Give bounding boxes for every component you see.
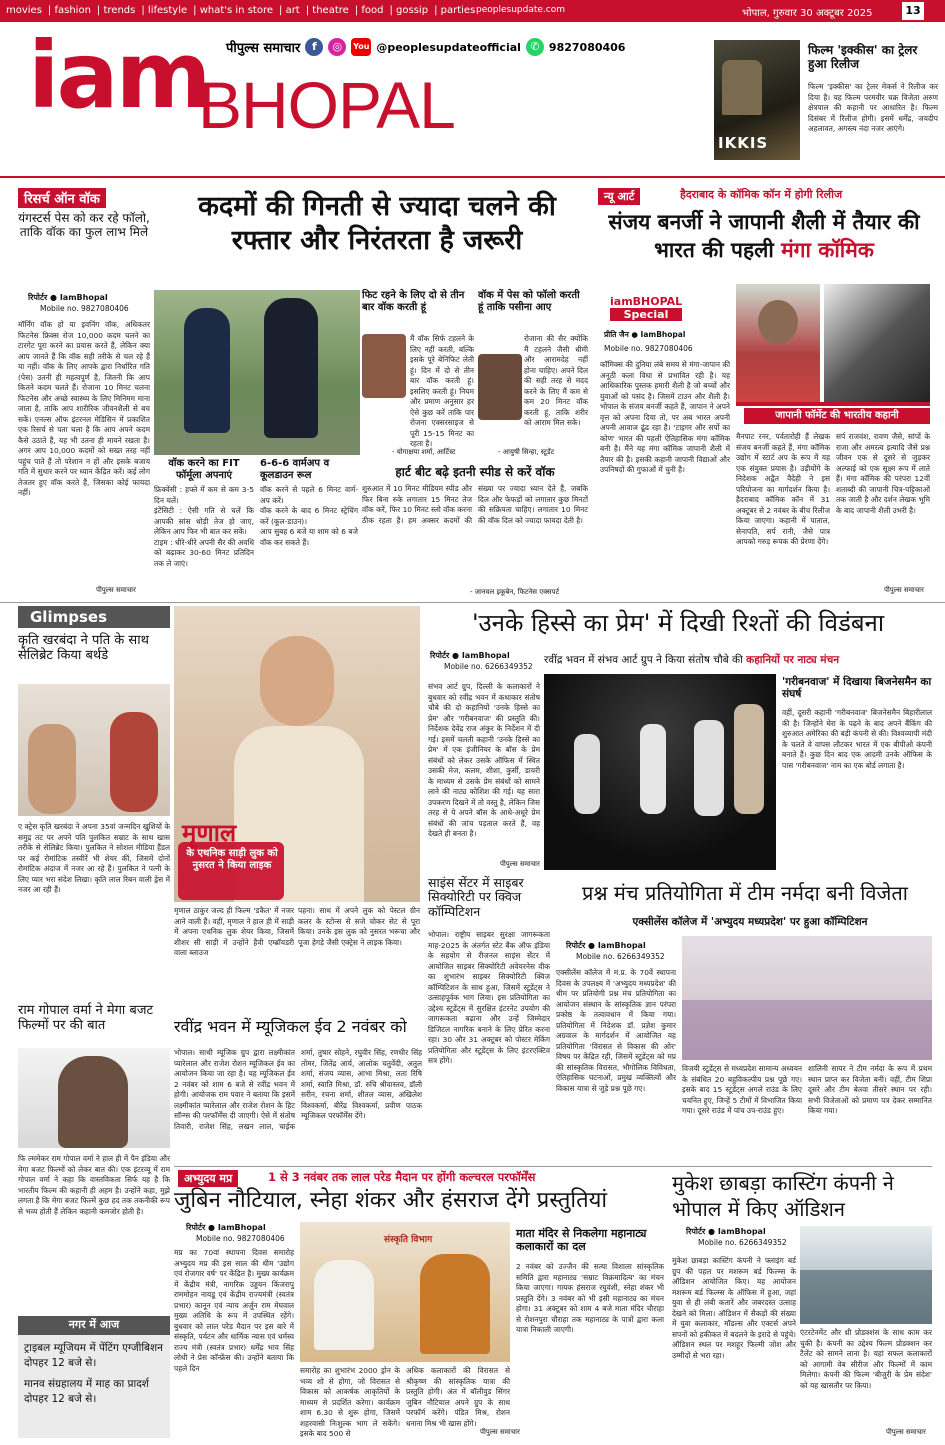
manga-kicker-line: हैदराबाद के कॉमिक कॉन में होगी रिलीज [680,188,843,201]
manga-body: कॉमिक्स की दुनिया लंबे समय से मंगा-जापान की अनूठी कला विधा से प्रभावित रही है। यह आधिकारिक पुस्तक हमारी शैली है जो बच्चों और युवाओं को पसंद है। जिसमें टाउन और शैली है। भोपाल के संजय बनर्जी कहते हैं, जापान ने अपने वृत्त को अपना दिया तो, पर अब भारत अपनी अपनी आवाज ढूंढ रहा है। 'टाइगर और सर्पो का कोण' भारत की पहली ऐतिहासिक मंगा कॉमिक बनी है। मैंने यह मंगा कॉमिक जापानी शैली में तैयार की है। इसकी कहानी जापानी विद्याओं और उपनिषदों की गुफाओं में चुनी है। [600,360,730,475]
mrunal-tag: के एथनिक साड़ी लुक को नुसरत ने किया लाइक [186,848,278,871]
nav-item[interactable]: lifestyle [147,5,188,16]
quote2-title: वॉक में पेस को फॉलो करती हूं ताकि पसीना आए [478,290,580,313]
photo-banner: संस्कृति विभाग [384,1235,433,1245]
manga-mobile: Mobile no. 9827080406 [604,344,693,353]
theatre-side-title: 'गरीबनवाज' में दिखाया बिजनेसमैन का संघर्ष [782,676,932,701]
quote1-photo [362,334,406,398]
poster-figure [722,60,762,115]
top-bar [0,0,945,22]
ikkis-body: फिल्म 'इक्कीस' का ट्रेलर मेकर्स ने रिलीज कर दिया है। यह फिल्म परमवीर चक्र विजेता अरुण क्षेत्रपाल की कहानी पर आधारित है। फिल्म दिसंबर में रिलीज होगी। इसमें धर्मेंद्र, जयदीप अहलावत, अगस्त्य नंदा नजर आएंगे। [808,82,938,134]
artist-photo [736,284,820,402]
nav-item[interactable]: trends [103,5,136,16]
rgv-body: फि ल्ममेकर राम गोपाल वर्मा ने हाल ही में पैन इंडिया और मेगा बजट फिल्मों को लेकर बात की। एक इंटरव्यू में राम गोपाल वर्मा ने कहा कि वास्तविकता सिर्फ यह है कि भारतीय फिल्म की कहानी ही अहम है। उन्होंने कहा, मुझे लगता है कि मेगा बजट फिल्में कुछ हद तक तकनीकी रूप से भव्य होती हैं लेकिन कहानी कमजोर होती है। [18,1154,170,1216]
divider [174,1166,932,1167]
mata-title: माता मंदिर से निकलेगा महानाट्य कलाकारों का दल [516,1227,647,1253]
theatre-strap [544,654,932,666]
six-item: वॉक करने के बाद 6 मिनट स्ट्रेचिंग करें (कूल-डाउन)। [260,506,358,526]
six-rule-box [260,458,358,600]
nav-item[interactable]: parties [440,5,476,16]
phone-number: 9827080406 [548,40,626,54]
poster-title: IKKIS [718,134,769,152]
artist-face [758,300,798,344]
rgv-headline: राम गोपाल वर्मा ने मेगा बजट फिल्मों पर की बात [18,1003,154,1033]
walk-body: मॉर्निंग वॉक हो या इवनिंग वॉक, अधिकतर फिटनेस फ्रिक्स रोज 10,000 कदम चलने का टारगेट पूरा करने का प्रयास करते हैं, लेकिन क्या आप जानते हैं कि वॉक सही तरीके से चल रहे हैं या नहीं। वॉक के लिए आपके द्वारा निर्धारित गति (पेस) उतनी ही महत्वपूर्ण है, जितनी कि आप कितने कदम चलते हैं। रोजाना 10 मिनट चलना फिटनेस और अच्छे स्वास्थ्य के लिए मिनिमम माना जाता है, ताकि आप शारीरिक जीवनशैली से बच सकें। एनल्स ऑफ इंटरनल मेडिसिन में प्रकाशित एक रिसर्च से पता चला है कि आप अपने कदम कैसे उठाते हैं, यह भी उतना ही मायने रखता है। अगर आप 10,000 कदमों को सख्त तरह नहीं पहुंच पाते हैं तो परेशान न हों और इसके बजाय गति में सुधार करने पर ध्यान केंद्रित करें। कई लोग तेजतर हुए वॉक करते हैं, जिसका कोई फायदा नहीं। [18,320,150,498]
actor-3 [694,720,724,816]
kriti-body: ए क्ट्रेस कृति खरबंदा ने अपना 35वां जन्मदिन खुशियों के समुद्र तट पर अपने पति पुलकित सम्राट के साथ खास तरीके से सेलिब्रेट किया। पुलकित ने सोशल मीडिया हैंडल पर कई रोमांटिक तस्वीरें भी शेयर कीं, जिसमें दोनों रोमांटिक अंदाज में नजर आ रहे हैं। पुलकित ने पत्नी के लिए प्यार भरा संदेश लिखा। कृति लाल रिबन वाली ड्रेस में नजर आ रही हैं। [18,822,170,895]
musical-body: भोपाल। साथी म्यूजिक ग्रुप द्वारा लक्ष्मीकांत प्यारेलाल और राजेश रोशन म्यूजिकल ईव का आयोजन किया जा रहा है। यह म्यूजिकल ईव 2 नवंबर को शाम 6 बजे से रवींद्र भवन में होगी। आयोजक राम पवार ने बताया कि इसमें लक्ष्मीकांत प्यारेलाल और राजेश रोशन के हिट सॉन्ग्स की परफॉर्मेंस दी जाएगी। ऐसे में संतोष तिवारी, राजेश सिंह, लखन लाल, चाईक शर्मा, तुषार सोहने, रघुवीर सिंह, रणधीर सिंह तोमर, जितेंद्र आर्य, आलोक चतुर्वेदी, अतुल शर्मा, संजय व्यास, आभा मिश्रा, लता रिषि शर्मा, स्वाति मिश्रा, डॉ. रुचि श्रीवास्तव, डॉली सरीन, रचना शर्मा, शीतल व्यास, अखिलेश विश्वकर्मा, बीरेंद्र विश्वकर्मा, प्रवीण पाठक म्यूजिकल परफॉर्मेंस देंगे। [174,1048,422,1131]
walk-subhead: यंगस्टर्स पेस को कर रहे फॉलो, ताकि वॉक का फुल लाभ मिले [18,211,150,239]
walk-mobile: Mobile no. 9827080406 [40,304,129,313]
section-nav: movies | fashion | trends | lifestyle | what's in store | art | theatre | food | gossip | parties [6,5,476,16]
fit-title: वॉक करने का FIT फॉर्मूला अपनाएं [168,458,240,481]
quiz-body2: विजयी स्टूडेंट्स से मध्यप्रदेश सामान्य अध्ययन के संबंधित 20 बहुविकल्पीय प्रश्न पूछे गए। इसके बाद 15 स्टूडेंट्स अगले राउंड के लिए चयनित हुए, जिन्हें 5 टीमों में विभाजित किया गया। दूसरे राउंड में पांच उप-राउंड हुए। [682,1064,802,1116]
mrunal-caption-1: मृणाल ठाकुर जल्द ही फिल्म 'डकैत' में नजर आने वाली हैं। वहीं, मृणाल ने हाल ही में साड़ी में अपना एथनिक लुक शेयर किया, जिसमें शीशर सी साड़ी में उन्होंने हैवी एम्ब्रॉयडरी वाला ब्लाउज [174,906,294,958]
walk-kicker: रिसर्च ऑन वॉक [18,188,106,208]
manga-kicker: न्यू आर्ट [598,188,640,205]
quiz-mobile: Mobile no. 6266349352 [576,952,665,961]
six-title: 6-6-6 वार्मअप व कूलडाउन रूल [260,458,330,481]
quiz-group [682,1000,932,1060]
quiz-reporter: रिपोर्टर ● IamBhopal [566,941,646,950]
masthead-iam: iam [28,22,209,129]
quote1-body: मैं वॉक सिर्फ टहलने के लिए नहीं करती, बल्कि इसके पूरे बेनिफिट लेती हूं। दिन में दो से तीन बार वॉक करती हूं। इसलिए करती हूं। नियम और प्रमाण अनुसार हर ऐसे कुछ करें ताकि पार रोजना एक्सरसाइज से पूरी 15-15 मिनट का रहता है। [410,334,474,449]
quote2-body: रोजाना की सैर क्योंकि मैं टहलने जैसी धीमी और आरामदेह नहीं होना चाहिए। अपने दिल की सही तरह से मदद करने के लिए मैं कम से कम 20 मिनट वॉक करती हूं, ताकि शरीर को आराम मिल सके। [524,334,588,428]
divider [0,602,945,603]
casting-reporter: रिपोर्टर ● IamBhopal [686,1227,766,1236]
youtube-icon[interactable]: You [351,38,371,56]
paper-name: पीपुल्स समाचार [226,41,301,56]
whatsapp-icon[interactable]: ✆ [526,38,544,56]
fit-box [154,458,254,600]
actor-2 [640,724,666,814]
casting-headline: मुकेश छाबड़ा कास्टिंग कंपनी ने भोपाल में किए ऑडिशन [672,1171,894,1221]
abhyuday-body: मप्र का 70वां स्थापना दिवस समारोह अभ्युदय मप्र की इस साल की थीम 'उद्योग एवं रोजगार वर्ष' पर केंद्रित है। मुख्य कार्यक्रम में केंद्रीय मंत्री, नागरिक उड्डयन किंजरापु राममोहन नायडू एवं केंद्रीय राज्यमंत्री (स्वतंत्र प्रभार) कानून एवं न्याय अर्जुन राम मेघवाल मुख्य अतिथि के रूप में उपस्थित रहेंगे। बुधवार को लाल परेड मैदान पर इस बारे में संस्कृति, पर्यटन और धार्मिक न्यास एवं धर्मस्व राज्य मंत्री (स्वतंत्र प्रभार) धर्मेंद्र भाव सिंह लोधी ने प्रेस कॉन्फ्रेंस की। उन्होंने बताया कि पहले दिन [174,1248,294,1373]
mrunal-face [260,636,334,726]
quiz-strap: एक्सीलेंस कॉलेज में 'अभ्युदय मध्यप्रदेश' पर हुआ कॉम्पिटिशन [632,916,868,928]
abhyuday-body3: अधिक कलाकारों की विरासत से श्रीकृष्ण की सांस्कृतिक यात्रा की प्रस्तुति होगी। अंत में बॉलीवुड सिंगर जुबिन नौटियाल अपने ग्रुप के साथ परफॉर्म करेंगे। पंडित मिश्र, रोशन धनाना मिश्र भी खास होंगे। [406,1366,510,1428]
manga-red-label: जापानी फॉर्मेट की भारतीय कहानी [744,408,930,424]
quote1-name: - योगाक्षया शर्मा, आर्टिस्ट [392,448,456,456]
page-number: 13 [902,2,924,20]
masthead-city: BHOPAL [198,68,455,142]
abhyuday-reporter: रिपोर्टर ● IamBhopal [186,1223,266,1232]
walk-photo [154,290,360,455]
casting-body2: एंटरटेनमेंट और थ्री प्रोडक्शंस के साथ काम कर चुकी है। कंपनी का उद्देश्य फिल्म प्रोडक्शन कर टैलेंट को सामने लाना है। यहां सफल कलाकारों को आगामी वेब सीरीज और फिल्मों में काम मिलेगा। कंपनी की फिल्म 'बीजुरी के प्रेम संदेश' को यह खासतौर पर किया। [800,1328,932,1390]
manga-body2: मैनपाट रनर, पर्वतारोही हैं लेखक संजय बनर्जी कहते हैं, मंगा कॉमिक उद्योग में स्टार्ट अप के रूप में यह एक संयुक्त प्रयास है। उड़ीयोंगे के निदेशक अद्वैत वैदेही ने इस परियोजना का मार्गदर्शन किया है। हैदराबाद कॉमिक कॉन में 31 अक्टूबर से 2 नवंबर के बीच रिलीज किया जाएगा। कहानी में पाताल, सेनापति, सर्प रानी, जैसे पात्र आपको गरुड़ रूपक की प्रेरणा देंगे। [736,432,830,547]
fit-item: इंटेंसिटी : ऐसी गति से चलें कि आपकी सांस थोड़ी तेज हो जाए, लेकिन आप फिर भी बात कर सकें। [154,506,254,537]
nagar-box [18,1316,170,1438]
abhyuday-credit: पीपुल्स समाचार [480,1428,520,1436]
six-item: आप सुबह 6 बजे या शाम को 6 बजे वॉक कर सकते हैं। [260,527,358,547]
fit-item: फ्रिक्वेंसी : हफ्ते में कम से कम 3-5 दिन चलें। [154,485,254,505]
nav-item[interactable]: what's in store [199,5,273,16]
quiz-body: एक्सीलेंस कॉलेज में म.प्र. के 70वें स्थापना दिवस के उपलक्ष्य में 'अभ्युदय मध्यप्रदेश' की थीम पर प्रतियोगी प्रश्न मंच प्रतियोगिता का आयोजन संस्थान के सांस्कृतिक ज्ञान परंपरा प्रकोष्ठ के तत्वावधान में किया गया। प्रतियोगिता में निदेशक डॉ. प्रज्ञेश कुमार अग्रवाल के मार्गदर्शन में आयोजित यह प्रतियोगिता 'विरासत से विकास की ओर' विषय पर केंद्रित रही, जिसमें स्टूडेंट्स को मप्र की सांस्कृतिक विरासत, भौगोलिक विविधता, ऐतिहासिक घटनाओं, प्रमुख व्यक्तित्वों और विकास यात्रा से जुड़े प्रश्न पूछे गए। [556,968,676,1093]
walk-credit: पीपुल्स समाचार [96,586,136,594]
ikkis-headline: फिल्म 'इक्कीस' का ट्रेलर हुआ रिलीज [808,43,918,71]
theatre-side-body: वहीं, दूसरी कहानी 'गरीबनवाज' बिजनेसमैन बिहारीलाल की है। जिन्होंने घेरा के पढ़ने के बाद अपने बैंकिंग की शुरुआत अमेरिका की बड़ी कंपनी से की। विश्वव्यापी मंदी के चलते वे वापस लौटकर भारत में एक बीपीओ कंपनी बनाते हैं। कुछ दिन बाद एक आदमी उनके ऑफिस के पास 'गरीबनवाज' नाम का एक बोर्ड लगाता है। [782,708,932,770]
fit-item: टाइम : धीरे-धीरे अपनी सैर की अवधि को बढ़ाकर 30-60 मिनट प्रतिदिन तक ले जाएं। [154,537,254,568]
manga-headline-a: संजय बनर्जी ने जापानी शैली में तैयार की भारत की पहली [608,210,920,263]
walk-headline: कदमों की गिनती से ज्यादा चलने की रफ्तार और निरंतरता है जरूरी [198,191,556,256]
manga-rule [736,402,930,406]
manga-special: Special [610,308,682,321]
nav-item[interactable]: gossip [396,5,429,16]
facebook-icon[interactable]: f [305,38,323,56]
manga-headline [598,208,930,265]
manga-headline-b: मंगा कॉमिक [781,238,874,263]
quiz-photo [682,936,932,1060]
quote2-photo [478,354,522,420]
mrunal-caption-2: पहना। साथ में अपने लुक को पेस्टल ग्रीन कलर के स्टोन्स से सजे चोकर सेट से पूरा किया। उनके इस लुक को नुसरत भरूचा और पूजा हेगड़े जैसी एक्ट्रेस ने लाइक किया। [298,906,420,947]
cyber-headline: साइंस सेंटर में साइबर सिक्योरिटी पर क्विज कॉम्पिटिशन [428,875,524,919]
casting-crowd [800,1270,932,1324]
nav-item[interactable]: movies [6,5,42,16]
actor-1 [574,734,600,814]
abhyuday-kicker-line: 1 से 3 नवंबर तक लाल परेड मैदान पर होंगी कल्चरल परफॉर्मेंस [268,1170,536,1184]
actor-4 [734,704,764,814]
theatre-headline: 'उनके हिस्से का प्रेम' में दिखी रिश्तों की विडंबना [471,609,885,637]
kriti-figure-1 [28,724,76,814]
social-row [226,38,625,56]
manga-reporter: प्रीति जैन ● IamBhopal [604,330,686,339]
theatre-reporter: रिपोर्टर ● IamBhopal [430,651,510,660]
issue-date: भोपाल, गुरुवार 30 अक्टूबर 2025 [742,8,873,19]
kriti-headline: कृति खरबंदा ने पति के साथ सेलिब्रेट किया बर्थडे [18,633,149,663]
theatre-body: संभव आर्ट ग्रुप, दिल्ली के कलाकारों ने बुधवार को रवींद्र भवन में कथाकार संतोष चौबे की दो कहानियों 'उनके हिस्से का प्रेम' और 'गरीबनवाज' की प्रस्तुति की। निर्देशक देवेंद्र राज अंकुर के निर्देशन में दी गई। इसमें चलती कहानी 'उनके हिस्से का प्रेम' में एक इंजीनियर के बॉस के प्रेम संबंधों को लेकर उसके ऑफिस में स्थित उसकी मेज, कलम, शीशा, कुर्सी, डायरी के माध्यम से उसके प्रेम संबंधों को सामने लाने की नाट्य कोशिश की गई। यह सारा उपकरण दिखने में तो वस्तु है, लेकिन जिस तरह से ये अपने बॉस के आधे-अधूरे प्रेम संबंधों की जांच पड़ताल करते हैं, वह देखते ही बनता है। [428,682,540,839]
theatre-strap-b: कहानियों पर नाट्य मंचन [746,654,840,666]
minister-2 [420,1254,490,1354]
nav-item[interactable]: food [361,5,384,16]
abhyuday-photo [300,1222,510,1362]
speed-name: - जानवल इकूबेन, फिटनेस एक्सपर्ट [470,588,560,596]
theatre-strap-a: रवींद्र भवन में संभव आर्ट ग्रुप ने किया संतोष चौबे की [544,654,747,666]
mata-headline [516,1228,664,1253]
quote1-title: फिट रहने के लिए दो से तीन बार वॉक करती हूं [362,290,465,313]
mata-body: 2 नवंबर को उज्जैन की सत्या विशाला सांस्कृतिक समिति द्वारा महानाट्य 'सम्राट विक्रमादित्य' का मंचन किया जाएगा। गायक हंसराज रघुवंशी, स्नेहा शंकर भी प्रस्तुति देंगे। 3 नवंबर को भी इसी महानाट्य का मंचन होगा। 31 अक्टूबर को शाम 4 बजे माता मंदिर चौराहा से रोशनपुरा चौराहा तक महानाट्य के पात्रों द्वारा कला यात्रा निकाली जाएगी। [516,1262,664,1335]
abhyuday-mobile: Mobile no. 9827080406 [196,1234,285,1243]
abhyuday-body2: समारोह का शुभारंभ 2000 ड्रोन के भव्य शो से होगा, जो विरासत से विकास को आकर्षक आकृतियों के माध्यम से प्रदर्शित करेगा। कार्यक्रम शाम 6.30 से शुरू होगा, जिसमें शहरवासी निःशुल्क भाग ले सकेंगे। इसके बाद 500 से [300,1366,400,1438]
kriti-figure-2 [110,712,158,812]
nav-item[interactable]: fashion [54,5,91,16]
rgv-photo [18,1048,170,1148]
theatre-photo [544,674,776,870]
abhyuday-kicker: अभ्युदय मप्र [178,1170,238,1187]
theatre-mobile: Mobile no. 6266349352 [444,662,533,671]
nagar-item: ट्राइबल म्यूजियम में पेंटिंग एग्जीबिशन दोपहर 12 बजे से। [24,1341,164,1369]
masthead-rule [0,176,945,178]
quiz-body3: शालिनी सायर ने टीम नर्मदा के रूप में प्रथम स्थान प्राप्त कर विजेता बनी। वहीं, टीम शिप्रा दूसरे और टीम बेतवा तीसरे स्थान पर रही। सभी विजेताओं को प्रमाण पत्र देकर सम्मानित किया गया। [808,1064,932,1116]
mrunal-name: मृणाल [182,819,237,847]
cyber-body: भोपाल। राष्ट्रीय साइबर सुरक्षा जागरूकता माह-2025 के अंतर्गत स्टेट बैंक ऑफ इंडिया के सहयोग से रीजनल साइंस सेंटर में आयोजित साइबर सिक्योरिटी अवेयरनेस वीक का शुभारंभ साइबर सिक्योरिटी क्विज कॉम्पिटिशन के साथ हुआ, जिसमें स्टूडेंट्स ने उत्साहपूर्वक भाग लिया। इस प्रतियोगिता का उद्देश्य स्टूडेंट्स में सुरक्षित इंटरनेट उपयोग की जागरूकता बढ़ाना और उन्हें जिम्मेदार डिजिटल नागरिक बनाने के लिए प्रेरित करना रहा। 30 और 31 अक्टूबर को पोस्टर मेकिंग प्रतियोगिता और स्टूडेंट्स के लिए इंटरएक्टिव सत्र होंगे। [428,930,550,1066]
ikkis-poster [714,40,800,160]
minister-1 [314,1260,374,1350]
walker-woman [184,308,230,433]
speed-body: शुरुआत में 10 मिनट मीडियम स्पीड और फिर बिना रुके लगातार 15 मिनट तेज वॉक करें, फिर 10 मिनट स्लो वॉक करना ठीक रहता है। हम अक्सर कदमों की संख्या पर ज्यादा ध्यान देते हैं, जबकि दिल और फेफड़ों को लगातार कुछ मिनटों की सक्रियता चाहिए। लगातार 10 मिनट की वॉक दिल को ज्यादा फायदा देती है। [362,484,588,525]
manga-credit: पीपुल्स समाचार [884,586,924,594]
site-url[interactable]: peoplesupdate.com [476,5,565,15]
casting-body: मुकेश छाबड़ा कास्टिंग कंपनी ने फ्लाइंग बर्ड ग्रुप की पहल पर मशरूम बर्ड फिल्म्स के ऑडिशन आयोजित किए। यह आयोजन मशरूम बर्ड फिल्म्स के ऑफिस में हुआ, जहां युवा से ही लंबी कतारें और जबरदस्त उत्साह देखने को मिला। ऑडिशन में सैकड़ों की संख्या में युवा कलाकार, मॉडल्स और एक्टर्स अपने सपनों को हकीकत में बदलने के इरादे से पहुंचे। ऑडिशन स्थल पर मशहूर फिल्मी जोश और उम्मीदों से भरा रहा। [672,1256,796,1360]
speed-title: हार्ट बीट बढ़े इतनी स्पीड से करें वॉक [395,465,555,479]
six-item: वॉक करने से पहले 6 मिनट वार्म-अप करें। [260,485,358,505]
nagar-item: मानव संग्रहालय में माह का प्रादर्श दोपहर 12 बजे से। [24,1378,149,1406]
theatre-credit: पीपुल्स समाचार [500,860,540,868]
casting-credit: पीपुल्स समाचार [886,1428,926,1436]
casting-photo [800,1226,932,1324]
rgv-figure [58,1056,128,1148]
walk-reporter: रिपोर्टर ● IamBhopal [28,293,108,302]
nav-item[interactable]: art [285,5,300,16]
nav-item[interactable]: theatre [312,5,349,16]
musical-headline: रवींद्र भवन में म्यूजिकल ईव 2 नवंबर को [174,1017,407,1036]
quiz-headline: प्रश्न मंच प्रतियोगिता में टीम नर्मदा बनी विजेता [582,881,908,905]
social-handle[interactable]: @peoplesupdateofficial [376,40,521,54]
nagar-title: नगर में आज [18,1316,170,1335]
quote2-name: - आयुषी सिन्हा, स्टूडेंट [498,448,555,456]
manga-brand: iamBHOPAL [610,295,683,308]
instagram-icon[interactable]: ◎ [328,38,346,56]
walker-man [264,298,318,438]
abhyuday-headline: जुबिन नौटियाल, स्नेहा शंकर और हंसराज देंगे प्रस्तुतियां [174,1188,608,1213]
kriti-photo [18,684,170,816]
manga-body3: सर्प राजवंश, रावण जैसे, सांपों के राजा और अमरत्व इत्यादि जैसे प्रश्न जीवन एक से दूसरे से जुड़कर अल्फाई को एक सूक्ष्म रूप में लाते हैं। मंगा कॉमिक की परंपरा 12वीं शताब्दी की जापानी चित्र-पट्टिकाओं तक जाती है और दर्शन लेखक भूमि के बाद जापानी शैली उभरी है। [836,432,930,515]
glimpses-label: Glimpses [18,606,170,628]
manga-art [824,284,930,402]
casting-mobile: Mobile no. 6266349352 [698,1238,787,1247]
